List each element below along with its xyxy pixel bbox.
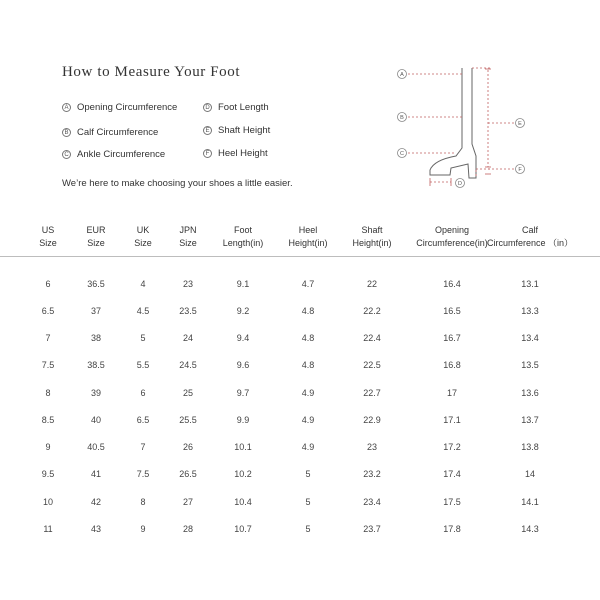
column-header	[288, 224, 327, 250]
table-cell: 22.4	[363, 333, 381, 343]
table-cell: 4.8	[301, 306, 315, 316]
table-cell: 13.4	[521, 333, 539, 343]
legend-item-opening-circumference	[62, 102, 177, 113]
table-cell: 13.5	[521, 360, 539, 370]
column-header-line: Height(in)	[352, 238, 392, 248]
column-header-line: Size	[39, 238, 57, 248]
column-header-line: US	[41, 225, 55, 235]
table-cell: 5	[305, 469, 311, 479]
table-cell: 24.5	[179, 360, 197, 370]
table-cell: 4	[140, 279, 146, 289]
table-cell: 17.8	[443, 524, 461, 534]
table-cell: 16.8	[443, 360, 461, 370]
table-cell: 10.7	[234, 524, 252, 534]
header-divider	[0, 256, 600, 257]
table-cell: 11	[43, 524, 53, 534]
column-header	[39, 224, 57, 250]
table-cell: 16.4	[443, 279, 461, 289]
table-cell: 23.2	[363, 469, 381, 479]
letter-e-badge: E	[203, 126, 212, 135]
table-cell: 23.4	[363, 497, 381, 507]
table-cell: 38.5	[87, 360, 105, 370]
column-header-line: Opening	[434, 225, 470, 235]
column-header	[86, 224, 105, 250]
table-cell: 13.7	[521, 415, 539, 425]
table-cell: 10.1	[234, 442, 252, 452]
legend-label: Shaft Height	[218, 125, 271, 136]
table-cell: 14	[524, 469, 536, 479]
table-cell: 22	[366, 279, 378, 289]
column-header-line: Length(in)	[222, 238, 264, 248]
table-cell: 25	[182, 388, 194, 398]
table-cell: 43	[90, 524, 102, 534]
table-cell: 9.4	[236, 333, 250, 343]
table-cell: 4.8	[301, 360, 315, 370]
column-header-line: UK	[136, 225, 150, 235]
table-cell: 17.4	[443, 469, 461, 479]
column-header-line: Circumference(in)	[416, 238, 488, 248]
tagline: We’re here to make choosing your shoes a little easier.	[62, 178, 293, 189]
table-cell: 9.7	[236, 388, 250, 398]
table-cell: 7	[140, 442, 146, 452]
legend-item-heel-height	[203, 148, 268, 159]
column-header	[179, 224, 197, 250]
table-cell: 14.3	[521, 524, 539, 534]
table-cell: 26.5	[179, 469, 197, 479]
letter-a-text: A	[400, 72, 404, 78]
letter-e-text: E	[518, 121, 522, 127]
column-header-line: Heel	[298, 225, 318, 235]
legend-label: Heel Height	[218, 148, 268, 159]
table-cell: 10.2	[234, 469, 252, 479]
table-cell: 17.5	[443, 497, 461, 507]
letter-c-text: C	[400, 151, 404, 157]
table-cell: 16.5	[443, 306, 461, 316]
column-header-line: Size	[179, 238, 197, 248]
boot-measure-diagram	[392, 60, 542, 195]
page-title: How to Measure Your Foot	[62, 64, 241, 80]
legend-item-calf-circumference	[62, 127, 158, 138]
table-cell: 9.1	[236, 279, 250, 289]
table-cell: 40	[90, 415, 102, 425]
letter-c-badge: C	[62, 150, 71, 159]
table-cell: 10	[42, 497, 54, 507]
column-header	[487, 224, 573, 250]
table-cell: 6	[45, 279, 51, 289]
table-cell: 14.1	[521, 497, 539, 507]
table-cell: 23	[366, 442, 378, 452]
column-header	[352, 224, 391, 250]
column-header-line: Calf	[521, 225, 538, 235]
table-cell: 4.9	[301, 442, 315, 452]
table-cell: 7	[45, 333, 51, 343]
letter-b-text: B	[400, 115, 404, 121]
table-cell: 4.9	[301, 415, 315, 425]
table-cell: 6.5	[41, 306, 55, 316]
table-cell: 23.7	[363, 524, 381, 534]
table-cell: 17.1	[443, 415, 461, 425]
table-cell: 38	[90, 333, 102, 343]
table-cell: 9.6	[236, 360, 250, 370]
table-cell: 9.2	[236, 306, 250, 316]
table-cell: 23.5	[179, 306, 197, 316]
legend-item-shaft-height	[203, 125, 270, 136]
table-cell: 13.8	[521, 442, 539, 452]
table-cell: 13.1	[521, 279, 539, 289]
table-cell: 8	[140, 497, 146, 507]
table-cell: 22.9	[363, 415, 381, 425]
table-cell: 23	[182, 279, 194, 289]
table-cell: 8.5	[41, 415, 55, 425]
table-cell: 5	[305, 497, 311, 507]
table-cell: 10.4	[234, 497, 252, 507]
table-cell: 36.5	[87, 279, 105, 289]
legend-label: Opening Circumference	[77, 102, 178, 113]
table-cell: 4.7	[301, 279, 315, 289]
table-cell: 24	[182, 333, 194, 343]
column-header-line: Height(in)	[288, 238, 328, 248]
column-header-line: JPN	[179, 225, 197, 235]
legend-label: Calf Circumference	[77, 127, 159, 138]
table-cell: 17.2	[443, 442, 461, 452]
table-cell: 5.5	[136, 360, 150, 370]
table-cell: 17	[446, 388, 458, 398]
table-cell: 7.5	[136, 469, 150, 479]
legend-label: Ankle Circumference	[77, 149, 166, 160]
legend-item-foot-length	[203, 102, 269, 113]
letter-f-badge: F	[203, 149, 212, 158]
table-cell: 6.5	[136, 415, 150, 425]
column-header-line: Circumference （in）	[486, 238, 574, 248]
table-cell: 42	[90, 497, 102, 507]
table-cell: 4.9	[301, 388, 315, 398]
column-header-line: Size	[134, 238, 152, 248]
table-cell: 13.3	[521, 306, 539, 316]
table-cell: 9.9	[236, 415, 250, 425]
column-header-line: Foot	[233, 225, 252, 235]
table-cell: 9	[45, 442, 51, 452]
column-header	[223, 224, 264, 250]
letter-b-badge: B	[62, 128, 71, 137]
table-cell: 28	[182, 524, 194, 534]
column-header-line: Size	[87, 238, 105, 248]
legend-item-ankle-circumference	[62, 149, 165, 160]
table-cell: 22.5	[363, 360, 381, 370]
table-cell: 16.7	[443, 333, 461, 343]
column-header	[134, 224, 152, 250]
legend-label: Foot Length	[218, 102, 269, 113]
table-cell: 4.8	[301, 333, 315, 343]
table-cell: 25.5	[179, 415, 197, 425]
column-header-line: EUR	[86, 225, 106, 235]
table-cell: 40.5	[87, 442, 105, 452]
table-cell: 22.2	[363, 306, 381, 316]
table-cell: 37	[90, 306, 102, 316]
table-cell: 27	[182, 497, 194, 507]
table-cell: 13.6	[521, 388, 539, 398]
letter-f-text: F	[518, 167, 522, 173]
table-cell: 4.5	[136, 306, 150, 316]
table-cell: 41	[90, 469, 102, 479]
column-header-line: Shaft	[361, 225, 383, 235]
letter-d-badge: D	[203, 103, 212, 112]
table-cell: 7.5	[41, 360, 55, 370]
table-cell: 6	[140, 388, 146, 398]
table-cell: 5	[305, 524, 311, 534]
column-header	[416, 224, 488, 250]
table-cell: 9.5	[41, 469, 55, 479]
table-cell: 22.7	[363, 388, 381, 398]
letter-a-badge: A	[62, 103, 71, 112]
table-cell: 26	[182, 442, 194, 452]
table-cell: 9	[140, 524, 146, 534]
table-cell: 8	[45, 388, 51, 398]
table-cell: 5	[140, 333, 146, 343]
letter-d-text: D	[458, 181, 462, 187]
table-cell: 39	[90, 388, 102, 398]
